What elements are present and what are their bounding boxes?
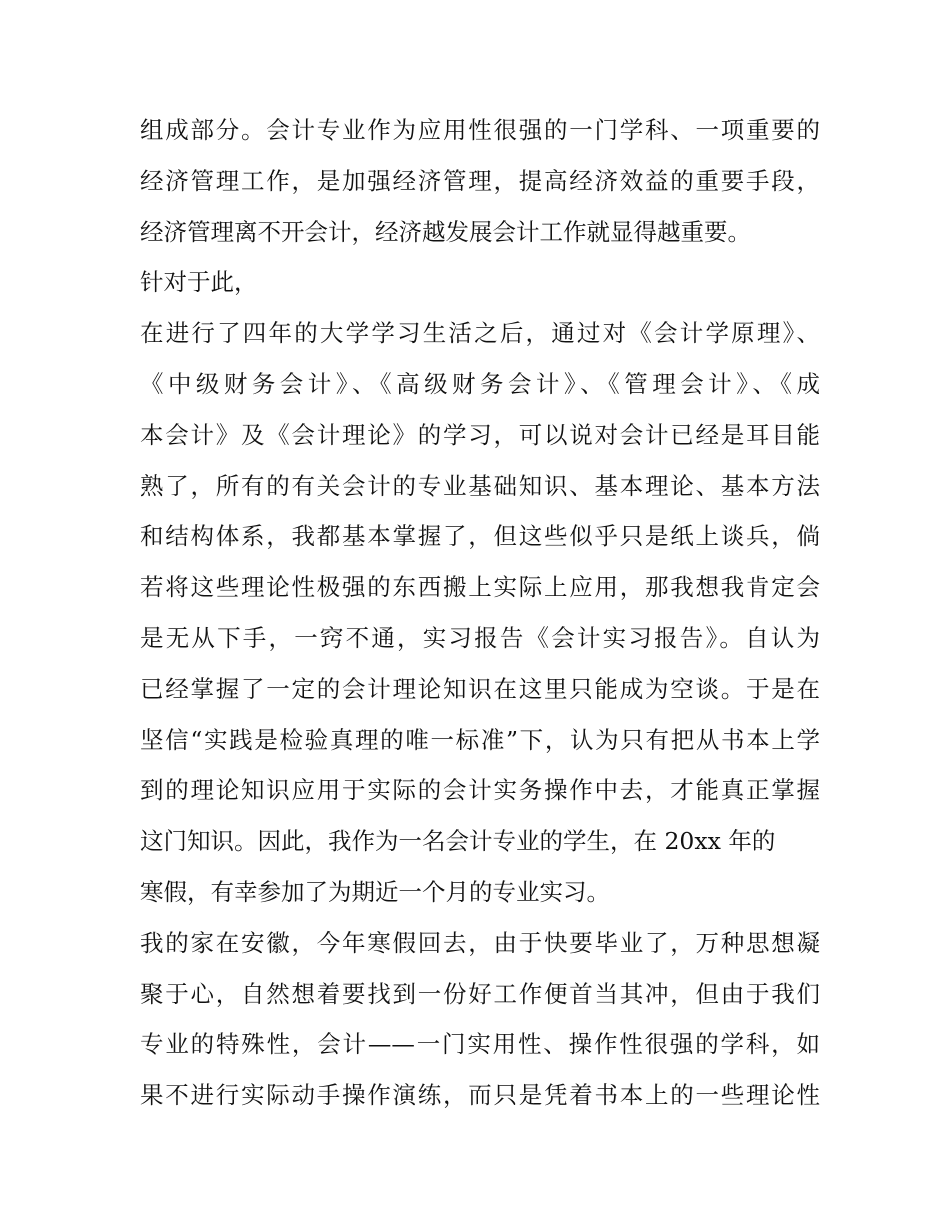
text-line: 这门知识。因此，我作为一名会计专业的学生，在 20xx 年的	[140, 827, 776, 856]
text-line: 《中级财务会计》、《高级财务会计》、《管理会计》、《成	[140, 369, 820, 398]
text-line: 熟了，所有的有关会计的专业基础知识、基本理论、基本方法	[140, 471, 820, 500]
document-body	[140, 105, 820, 1121]
text-line: 在进行了四年的大学学习生活之后，通过对《会计学原理》、	[140, 319, 820, 348]
text-line: 专业的特殊性，会计——一门实用性、操作性很强的学科，如	[140, 1030, 820, 1059]
text-line: 经济管理工作，是加强经济管理，提高经济效益的重要手段，	[140, 166, 820, 195]
text-line: 经济管理离不开会计，经济越发展会计工作就显得越重要。	[140, 217, 751, 246]
text-line: 果不进行实际动手操作演练，而只是凭着书本上的一些理论性	[140, 1081, 820, 1110]
text-line: 和结构体系，我都基本掌握了，但这些似乎只是纸上谈兵，倘	[140, 522, 820, 551]
text-line: 已经掌握了一定的会计理论知识在这里只能成为空谈。于是在	[140, 674, 820, 703]
text-line: 是无从下手，一窍不通，实习报告《会计实习报告》。自认为	[140, 623, 820, 652]
text-line: 聚于心，自然想着要找到一份好工作便首当其冲，但由于我们	[140, 979, 820, 1008]
text-line: 坚信“实践是检验真理的唯一标准”下，认为只有把从书本上学	[140, 725, 820, 754]
text-line: 组成部分。会计专业作为应用性很强的一门学科、一项重要的	[140, 116, 820, 144]
text-line: 我的家在安徽，今年寒假回去，由于快要毕业了，万种思想凝	[140, 928, 820, 957]
text-line: 本会计》及《会计理论》的学习，可以说对会计已经是耳目能	[140, 420, 820, 449]
text-line: 针对于此，	[140, 268, 258, 297]
text-line: 若将这些理论性极强的东西搬上实际上应用，那我想我肯定会	[140, 573, 820, 602]
text-line: 寒假，有幸参加了为期近一个月的专业实习。	[140, 877, 610, 906]
text-line: 到的理论知识应用于实际的会计实务操作中去，才能真正掌握	[140, 776, 820, 805]
